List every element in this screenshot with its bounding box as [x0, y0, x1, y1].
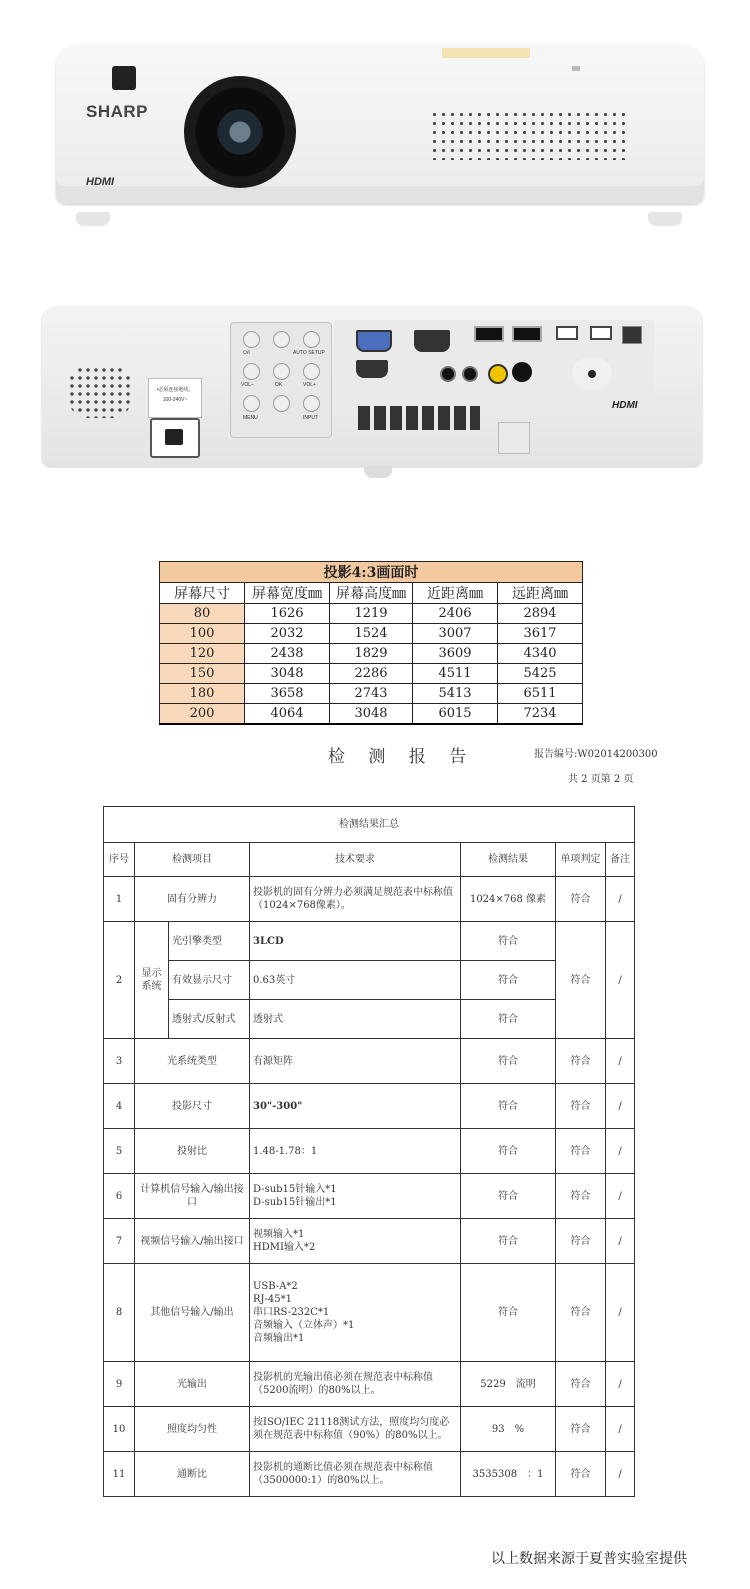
req-line: 视频输入*1 [253, 1229, 305, 1240]
cell-size: 80 [160, 604, 245, 624]
hdmi-logo-rear: HDMI [612, 400, 638, 411]
audio-in-jack [440, 366, 456, 382]
cell-result: 符合 [461, 1129, 556, 1174]
rs232c-port [356, 360, 388, 378]
table-row [104, 1039, 635, 1084]
keypad-button-ok [273, 363, 290, 380]
cell-seq: 1 [104, 877, 135, 922]
table-row [104, 1084, 635, 1129]
req-line: 音频输出*1 [253, 1333, 305, 1344]
cell-height: 1829 [330, 644, 413, 664]
header-judge: 单项判定 [556, 843, 606, 877]
projector-front-image [56, 44, 704, 220]
cell-seq: 4 [104, 1084, 135, 1129]
table-row [104, 1129, 635, 1174]
header-note: 备注 [606, 843, 635, 877]
table-row [160, 684, 583, 704]
req-line: USB-A*2 [253, 1281, 298, 1292]
projection-distance-table [159, 561, 583, 725]
power-inlet [150, 418, 200, 458]
cell-judge: 符合 [556, 1407, 606, 1452]
table-row [104, 1174, 635, 1219]
keypad-label-vol-minus: VOL− [241, 382, 254, 388]
ir-sensor [112, 66, 136, 90]
cell-item: 光输出 [135, 1362, 250, 1407]
table-row [104, 961, 635, 1000]
cell-requirement [250, 1219, 461, 1264]
lock-hole [588, 370, 596, 378]
cell-height: 1219 [330, 604, 413, 624]
projector-lens [184, 76, 296, 188]
cell-requirement: 透射式 [250, 1000, 461, 1039]
rj45-port [622, 326, 642, 344]
table-row [160, 604, 583, 624]
top-notch [572, 66, 580, 71]
cell-subitem: 透射式/反射式 [169, 1000, 250, 1039]
header-requirement: 技术要求 [250, 843, 461, 877]
cell-near: 3007 [413, 624, 498, 644]
cell-width: 1626 [245, 604, 330, 624]
cell-result: 符合 [461, 1039, 556, 1084]
data-source-note: 以上数据来源于夏普实验室提供 [491, 1551, 687, 1567]
cell-judge: 符合 [556, 1084, 606, 1129]
cell-size: 100 [160, 624, 245, 644]
cell-result: 1024×768 像素 [461, 877, 556, 922]
security-lock-slot [572, 358, 612, 390]
report-page-info: 共 2 页第 2 页 [568, 774, 634, 785]
hdmi1-port [474, 326, 504, 342]
cell-group: 显示系统 [135, 922, 169, 1039]
cell-item: 计算机信号输入/输出接口 [135, 1174, 250, 1219]
cell-requirement: 1.48-1.78：1 [250, 1129, 461, 1174]
header-seq: 序号 [104, 843, 135, 877]
cell-judge: 符合 [556, 1129, 606, 1174]
cell-height: 2286 [330, 664, 413, 684]
cell-requirement: 投影机的通断比值必须在规范表中标称值（3500000:1）的80%以上。 [250, 1452, 461, 1497]
cell-size: 120 [160, 644, 245, 664]
rear-foot [364, 466, 392, 478]
cell-seq: 8 [104, 1264, 135, 1362]
cell-seq: 7 [104, 1219, 135, 1264]
cell-note: / [606, 877, 635, 922]
top-sticker [442, 48, 530, 58]
video-rca-port [488, 364, 508, 384]
rear-tab [498, 422, 530, 454]
cell-seq: 5 [104, 1129, 135, 1174]
cell-far: 6511 [498, 684, 583, 704]
report-number: 报告编号:W02014200300 [534, 749, 658, 760]
power-inlet-socket [165, 429, 183, 445]
cell-item: 投影尺寸 [135, 1084, 250, 1129]
cell-requirement: 有源矩阵 [250, 1039, 461, 1084]
speaker-grille-rear [68, 366, 132, 418]
cell-height: 3048 [330, 704, 413, 725]
report-table-caption: 检测结果汇总 [104, 807, 635, 843]
cell-judge: 符合 [556, 1174, 606, 1219]
cell-width: 3658 [245, 684, 330, 704]
cell-width: 4064 [245, 704, 330, 725]
keypad-button-right [303, 363, 320, 380]
req-line: D-sub15针输出*1 [253, 1197, 337, 1208]
cell-seq: 11 [104, 1452, 135, 1497]
table-row [104, 1000, 635, 1039]
req-line: RJ-45*1 [253, 1294, 293, 1305]
cell-width: 2032 [245, 624, 330, 644]
cell-near: 5413 [413, 684, 498, 704]
header-item: 检测项目 [135, 843, 250, 877]
power-warning-label: •必须连接地线。 100-240V~ [148, 378, 202, 418]
brand-logo: SHARP [86, 102, 149, 121]
adjust-knob [512, 362, 532, 382]
cell-requirement [250, 1264, 461, 1362]
header-result: 检测结果 [461, 843, 556, 877]
cell-size: 180 [160, 684, 245, 704]
table-row [104, 1452, 635, 1497]
projector-back-image [42, 306, 702, 476]
cell-note: / [606, 1039, 635, 1084]
control-keypad [230, 322, 332, 438]
req-line: 串口RS-232C*1 [253, 1307, 330, 1318]
cell-note: / [606, 1084, 635, 1129]
table-row [104, 1407, 635, 1452]
cell-note: / [606, 922, 635, 1039]
cell-item: 照度均匀性 [135, 1407, 250, 1452]
cell-requirement: 3LCD [250, 922, 461, 961]
distance-table-title: 投影4:3画面时 [160, 562, 583, 583]
keypad-button-input [303, 395, 320, 412]
usb-a-port-1 [556, 326, 578, 340]
keypad-button-power [243, 331, 260, 348]
hdmi2-port [512, 326, 542, 342]
cell-height: 2743 [330, 684, 413, 704]
cell-item: 视频信号输入/输出接口 [135, 1219, 250, 1264]
cell-width: 2438 [245, 644, 330, 664]
cell-seq: 2 [104, 922, 135, 1039]
cell-near: 2406 [413, 604, 498, 624]
header-near-distance: 近距离㎜ [413, 583, 498, 604]
cell-judge: 符合 [556, 1219, 606, 1264]
cell-item: 通断比 [135, 1452, 250, 1497]
table-row [104, 1264, 635, 1362]
table-row [160, 664, 583, 684]
projector-foot-left [76, 212, 110, 226]
cell-result: 93 % [461, 1407, 556, 1452]
projector-foot-right [648, 212, 682, 226]
header-screen-width: 屏幕宽度㎜ [245, 583, 330, 604]
table-row [104, 1362, 635, 1407]
table-row [160, 624, 583, 644]
report-title: 检 测 报 告 [328, 747, 476, 767]
cell-note: / [606, 1407, 635, 1452]
cell-result: 5229 流明 [461, 1362, 556, 1407]
cell-far: 3617 [498, 624, 583, 644]
req-line: 音频输入（立体声）*1 [253, 1320, 355, 1331]
table-row [160, 644, 583, 664]
cell-judge: 符合 [556, 1039, 606, 1084]
cell-judge: 符合 [556, 877, 606, 922]
cell-near: 6015 [413, 704, 498, 725]
cell-far: 4340 [498, 644, 583, 664]
rear-vent [358, 406, 480, 430]
header-screen-height: 屏幕高度㎜ [330, 583, 413, 604]
keypad-button-left [243, 363, 260, 380]
table-row [160, 704, 583, 725]
cell-width: 3048 [245, 664, 330, 684]
cell-judge: 符合 [556, 922, 606, 1039]
cell-far: 7234 [498, 704, 583, 725]
cell-item: 固有分辨力 [135, 877, 250, 922]
keypad-label-auto-setup: AUTO SETUP [293, 350, 325, 356]
cell-subitem: 光引擎类型 [169, 922, 250, 961]
keypad-button-menu [243, 395, 260, 412]
cell-requirement [250, 1174, 461, 1219]
keypad-label-vol-plus: VOL+ [303, 382, 316, 388]
keypad-label-on: ⏻/I [243, 350, 250, 356]
cell-result: 符合 [461, 922, 556, 961]
cell-result: 符合 [461, 1219, 556, 1264]
cell-judge: 符合 [556, 1452, 606, 1497]
table-row [104, 1219, 635, 1264]
cell-seq: 3 [104, 1039, 135, 1084]
cell-subitem: 有效显示尺寸 [169, 961, 250, 1000]
header-screen-size: 屏幕尺寸 [160, 583, 245, 604]
cell-result: 符合 [461, 961, 556, 1000]
cell-item: 光系统类型 [135, 1039, 250, 1084]
keypad-button-auto [303, 331, 320, 348]
keypad-button-down [273, 395, 290, 412]
report-results-table [103, 806, 635, 1497]
keypad-label-ok: OK [275, 382, 283, 388]
cell-result: 符合 [461, 1264, 556, 1362]
speaker-grille [430, 110, 630, 160]
hdmi-logo: HDMI [86, 176, 115, 188]
cell-seq: 9 [104, 1362, 135, 1407]
cell-far: 5425 [498, 664, 583, 684]
keypad-label-menu: MENU [243, 415, 258, 421]
usb-a-port-2 [590, 326, 612, 340]
cell-requirement: 30"-300" [250, 1084, 461, 1129]
vga-input-port [356, 330, 392, 352]
cell-seq: 6 [104, 1174, 135, 1219]
cell-requirement: 按ISO/IEC 21118测试方法，照度均匀度必须在规范表中标称值（90%）的80%以上。 [250, 1407, 461, 1452]
cell-note: / [606, 1362, 635, 1407]
cell-result: 符合 [461, 1174, 556, 1219]
keypad-label-input: INPUT [303, 415, 318, 421]
cell-item: 投射比 [135, 1129, 250, 1174]
cell-note: / [606, 1452, 635, 1497]
cell-height: 1524 [330, 624, 413, 644]
cell-result: 3535308 ：1 [461, 1452, 556, 1497]
table-row [104, 922, 635, 961]
cell-far: 2894 [498, 604, 583, 624]
cell-note: / [606, 1264, 635, 1362]
cell-seq: 10 [104, 1407, 135, 1452]
header-far-distance: 远距离㎜ [498, 583, 583, 604]
cell-size: 200 [160, 704, 245, 725]
cell-note: / [606, 1174, 635, 1219]
cell-result: 符合 [461, 1000, 556, 1039]
cell-requirement: 投影机的固有分辨力必须满足规范表中标称值（1024×768像素）。 [250, 877, 461, 922]
cell-judge: 符合 [556, 1264, 606, 1362]
table-row [104, 877, 635, 922]
cell-result: 符合 [461, 1084, 556, 1129]
cell-note: / [606, 1129, 635, 1174]
cell-item: 其他信号输入/输出 [135, 1264, 250, 1362]
cell-note: / [606, 1219, 635, 1264]
req-line: D-sub15针输入*1 [253, 1184, 337, 1195]
audio-out-jack [462, 366, 478, 382]
cell-requirement: 0.63英寸 [250, 961, 461, 1000]
vga-output-port [414, 330, 450, 352]
cell-judge: 符合 [556, 1362, 606, 1407]
cell-size: 150 [160, 664, 245, 684]
req-line: HDMI输入*2 [253, 1242, 316, 1253]
cell-requirement: 投影机的光输出值必须在规范表中标称值（5200流明）的80%以上。 [250, 1362, 461, 1407]
cell-near: 4511 [413, 664, 498, 684]
cell-near: 3609 [413, 644, 498, 664]
keypad-button-up [273, 331, 290, 348]
